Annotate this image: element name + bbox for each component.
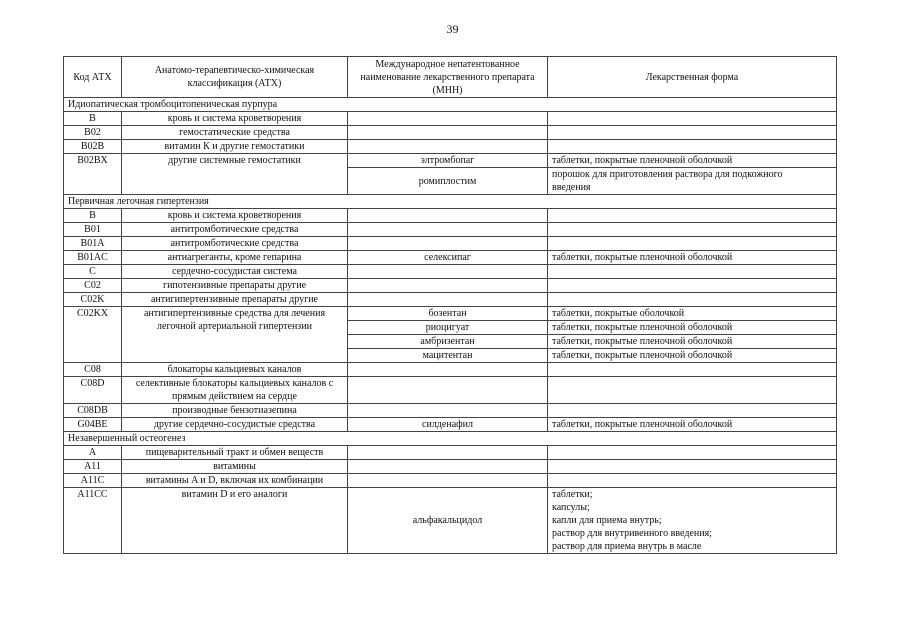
atc-code: B02 — [64, 126, 122, 140]
dosage-form — [548, 349, 837, 363]
atc-classification: другие системные гемостатики — [122, 154, 348, 195]
table-row — [64, 488, 837, 554]
dosage-form — [548, 126, 837, 140]
table-row — [64, 404, 837, 418]
inn-name — [348, 209, 548, 223]
inn-name — [348, 265, 548, 279]
dosage-form — [548, 237, 837, 251]
dosage-form — [548, 363, 837, 377]
table-row — [64, 363, 837, 377]
dosage-form — [548, 446, 837, 460]
dosage-form — [548, 209, 837, 223]
dosage-form-line: таблетки, покрытые пленочной оболочкой — [552, 336, 733, 347]
inn-name — [348, 363, 548, 377]
atc-classification: гемостатические средства — [122, 126, 348, 140]
atc-classification: пищеварительный тракт и обмен веществ — [122, 446, 348, 460]
atc-code: C02 — [64, 279, 122, 293]
drug-table — [63, 56, 837, 554]
table-row — [64, 126, 837, 140]
table-row — [64, 251, 837, 265]
page-number: 39 — [446, 22, 459, 36]
atc-classification: антитромботические средства — [122, 237, 348, 251]
atc-classification: блокаторы кальциевых каналов — [122, 363, 348, 377]
dosage-form — [548, 307, 837, 321]
inn-name — [348, 237, 548, 251]
section-row — [64, 195, 837, 209]
inn-name — [348, 223, 548, 237]
atc-code: A11 — [64, 460, 122, 474]
atc-classification: производные бензотиазепина — [122, 404, 348, 418]
dosage-form-line: раствор для внутривенного введения; — [552, 528, 712, 539]
atc-code: C08D — [64, 377, 122, 404]
atc-classification: другие сердечно-сосудистые средства — [122, 418, 348, 432]
inn-name: мацитентан — [348, 349, 548, 363]
inn-name — [348, 293, 548, 307]
dosage-form-line: раствор для приема внутрь в масле — [552, 541, 702, 552]
atc-code: B — [64, 112, 122, 126]
dosage-form — [548, 488, 837, 554]
dosage-form-line: таблетки, покрытые оболочкой — [552, 308, 685, 319]
atc-code: C02K — [64, 293, 122, 307]
table-row — [64, 209, 837, 223]
dosage-form — [548, 474, 837, 488]
section-title: Незавершенный остеогенез — [64, 432, 837, 446]
inn-name: амбризентан — [348, 335, 548, 349]
section-row — [64, 98, 837, 112]
atc-code: C02KX — [64, 307, 122, 363]
header-inn: Международное непатентованное наименование лекарственного препарата (МНН) — [348, 57, 548, 98]
table-row — [64, 446, 837, 460]
dosage-form — [548, 460, 837, 474]
atc-classification: антигипертензивные препараты другие — [122, 293, 348, 307]
inn-name — [348, 446, 548, 460]
table-row — [64, 265, 837, 279]
dosage-form — [548, 112, 837, 126]
table-row — [64, 293, 837, 307]
dosage-form: таблетки, покрытые пленочной оболочкой — [548, 251, 837, 265]
table-row — [64, 237, 837, 251]
dosage-form-line: таблетки, покрытые пленочной оболочкой — [552, 155, 733, 166]
dosage-form-line: таблетки, покрытые пленочной оболочкой — [552, 350, 733, 361]
inn-name: элтромбопаг — [348, 154, 548, 168]
atc-classification: кровь и система кроветворения — [122, 112, 348, 126]
inn-name — [348, 377, 548, 404]
dosage-form — [548, 279, 837, 293]
table-body — [64, 98, 837, 554]
dosage-form — [548, 404, 837, 418]
table-row — [64, 418, 837, 432]
atc-classification: сердечно-сосудистая система — [122, 265, 348, 279]
header-form: Лекарственная форма — [548, 57, 837, 98]
table-row — [64, 112, 837, 126]
atc-code: C08 — [64, 363, 122, 377]
section-title: Первичная легочная гипертензия — [64, 195, 837, 209]
dosage-form — [548, 223, 837, 237]
dosage-form — [548, 293, 837, 307]
dosage-form — [548, 335, 837, 349]
atc-code: A11C — [64, 474, 122, 488]
atc-code: B — [64, 209, 122, 223]
inn-name — [348, 112, 548, 126]
atc-code: B02B — [64, 140, 122, 154]
dosage-form — [548, 168, 837, 195]
header-classification: Анатомо-терапевтическо-химическая классификация (АТХ) — [122, 57, 348, 98]
dosage-form — [548, 377, 837, 404]
atc-classification: витамин К и другие гемостатики — [122, 140, 348, 154]
dosage-form-line: капли для приема внутрь; — [552, 515, 662, 526]
dosage-form-line: таблетки; — [552, 489, 593, 500]
dosage-form — [548, 321, 837, 335]
atc-classification: витамин D и его аналоги — [122, 488, 348, 554]
atc-classification: кровь и система кроветворения — [122, 209, 348, 223]
section-row — [64, 432, 837, 446]
dosage-form — [548, 140, 837, 154]
table-row — [64, 154, 837, 168]
dosage-form — [548, 154, 837, 168]
atc-classification: антигипертензивные средства для лечения легочной артериальной гипертензии — [122, 307, 348, 363]
table-header-row — [64, 57, 837, 98]
atc-code: C08DB — [64, 404, 122, 418]
inn-name: силденафил — [348, 418, 548, 432]
table-row — [64, 279, 837, 293]
atc-classification: витамины A и D, включая их комбинации — [122, 474, 348, 488]
inn-name — [348, 279, 548, 293]
inn-name — [348, 140, 548, 154]
table-row — [64, 140, 837, 154]
dosage-form-line: капсулы; — [552, 502, 590, 513]
inn-name: селексипаг — [348, 251, 548, 265]
inn-name: бозентан — [348, 307, 548, 321]
atc-code: B01 — [64, 223, 122, 237]
inn-name: альфакальцидол — [348, 488, 548, 554]
inn-name: риоцигуат — [348, 321, 548, 335]
dosage-form: таблетки, покрытые пленочной оболочкой — [548, 418, 837, 432]
table-row — [64, 474, 837, 488]
dosage-form-line: введения — [552, 182, 591, 193]
atc-code: A11CC — [64, 488, 122, 554]
table-row — [64, 307, 837, 321]
table-row — [64, 223, 837, 237]
atc-code: B01A — [64, 237, 122, 251]
inn-name: ромиплостим — [348, 168, 548, 195]
atc-code: A — [64, 446, 122, 460]
atc-code: B02BX — [64, 154, 122, 195]
atc-code: C — [64, 265, 122, 279]
dosage-form-line: порошок для приготовления раствора для подкожного — [552, 169, 783, 180]
atc-classification: витамины — [122, 460, 348, 474]
table-row — [64, 377, 837, 404]
section-title: Идиопатическая тромбоцитопеническая пурпура — [64, 98, 837, 112]
atc-code: G04BE — [64, 418, 122, 432]
inn-name — [348, 126, 548, 140]
header-code: Код АТХ — [64, 57, 122, 98]
dosage-form-line: таблетки, покрытые пленочной оболочкой — [552, 322, 733, 333]
atc-code: B01AC — [64, 251, 122, 265]
inn-name — [348, 474, 548, 488]
dosage-form — [548, 265, 837, 279]
atc-classification: селективные блокаторы кальциевых каналов с прямым действием на сердце — [122, 377, 348, 404]
atc-classification: антиагреганты, кроме гепарина — [122, 251, 348, 265]
inn-name — [348, 460, 548, 474]
inn-name — [348, 404, 548, 418]
table-row — [64, 460, 837, 474]
atc-classification: гипотензивные препараты другие — [122, 279, 348, 293]
atc-classification: антитромботические средства — [122, 223, 348, 237]
